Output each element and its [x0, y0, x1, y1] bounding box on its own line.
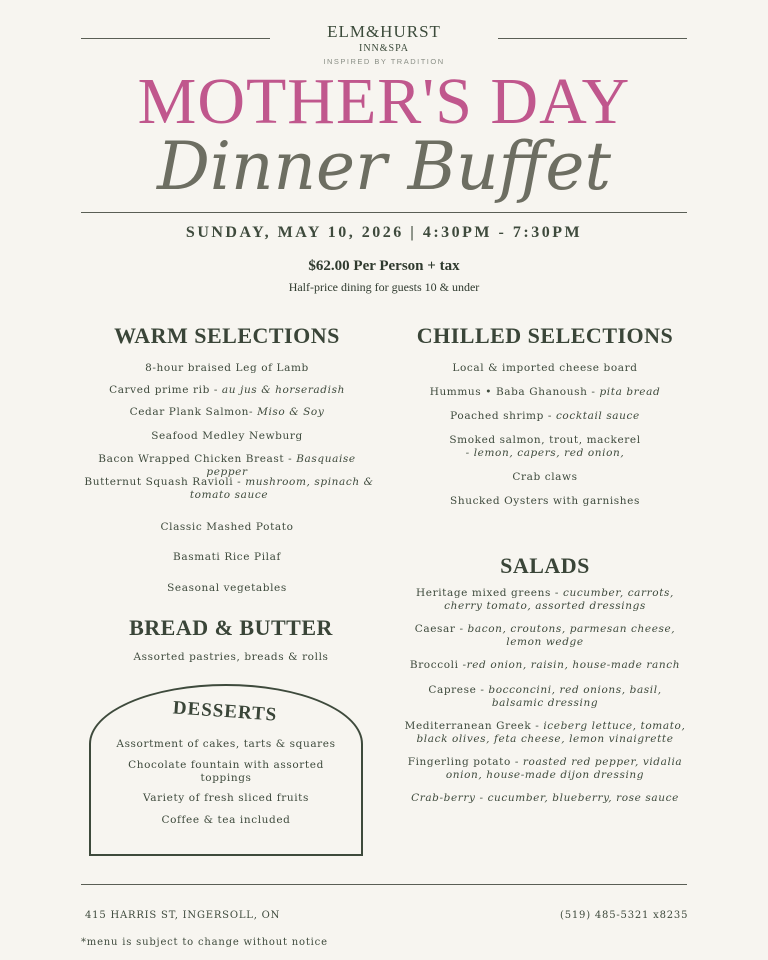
chilled-selections-title: CHILLED SELECTIONS [416, 323, 674, 348]
title-mothers-day: MOTHER'S DAY [137, 65, 631, 138]
bread-butter-title: BREAD & BUTTER [129, 615, 333, 640]
chilled-item: Poached shrimp - cocktail sauce [450, 410, 640, 422]
warm-item: Basmati Rice Pilaf [173, 551, 281, 563]
salad-item: Fingerling potato - roasted red pepper, vidalia onion, house-made dijon dressing [407, 756, 683, 781]
half-price-note: Half-price dining for guests 10 & under [288, 280, 480, 294]
dessert-item: Variety of fresh sliced fruits [142, 792, 309, 804]
event-date: SUNDAY, MAY 10, 2026 | 4:30PM - 7:30PM [185, 224, 583, 241]
title-dinner-buffet: Dinner Buffet [157, 128, 611, 205]
logo-sub: INN&SPA [359, 43, 409, 54]
dessert-item: Assortment of cakes, tarts & squares [116, 738, 336, 750]
warm-item: Carved prime rib - au jus & horseradish [109, 384, 345, 396]
salads-title: SALADS [500, 553, 590, 578]
warm-item: Seasonal vegetables [167, 582, 287, 594]
warm-item: Cedar Plank Salmon- Miso & Soy [129, 406, 325, 418]
logo-tagline: INSPIRED BY TRADITION [323, 57, 445, 66]
footer-phone: (519) 485-5321 x8235 [560, 910, 689, 921]
dessert-item: Coffee & tea included [161, 814, 291, 826]
title-rule [81, 212, 687, 213]
dessert-item: Chocolate fountain with assorted toppings [128, 759, 324, 784]
salad-item: Caprese - bocconcini, red onions, basil, balsamic dressing [428, 684, 662, 709]
desserts-title: DESSERTS [172, 697, 278, 726]
salad-item: Heritage mixed greens - cucumber, carrots, cherry tomato, assorted dressings [416, 587, 674, 612]
chilled-item: Shucked Oysters with garnishes [450, 495, 640, 507]
chilled-item: Crab claws [512, 471, 578, 483]
salad-item: Broccoli -red onion, raisin, house-made ranch [409, 659, 681, 671]
warm-item: Butternut Squash Ravioli - mushroom, spinach & tomato sauce [84, 476, 374, 501]
warm-item: 8-hour braised Leg of Lamb [145, 362, 309, 374]
salad-item: Crab-berry - cucumber, blueberry, rose sauce [411, 792, 679, 804]
logo-main: ELM&HURST [327, 22, 441, 41]
bread-item: Assorted pastries, breads & rolls [133, 651, 329, 663]
salad-item: Mediterranean Greek - iceberg lettuce, tomato, black olives, feta cheese, lemon vinaigrette [404, 720, 686, 745]
warm-item: Seafood Medley Newburg [151, 430, 303, 442]
footer-address: 415 HARRIS ST, INGERSOLL, ON [85, 910, 281, 921]
price: $62.00 Per Person + tax [308, 258, 460, 274]
footer-rule [81, 884, 687, 885]
salad-item: Caesar - bacon, croutons, parmesan cheese, lemon wedge [414, 623, 676, 648]
warm-item: Bacon Wrapped Chicken Breast - Basquaise pepper [98, 453, 356, 478]
chilled-item: Smoked salmon, trout, mackerel - lemon, capers, red onion, [449, 434, 641, 459]
chilled-item: Local & imported cheese board [452, 362, 638, 374]
warm-selections-title: WARM SELECTIONS [114, 323, 340, 348]
chilled-item: Hummus • Baba Ghanoush - pita bread [429, 386, 661, 398]
footer-note: *menu is subject to change without notice [81, 937, 328, 948]
warm-item: Classic Mashed Potato [160, 521, 294, 533]
